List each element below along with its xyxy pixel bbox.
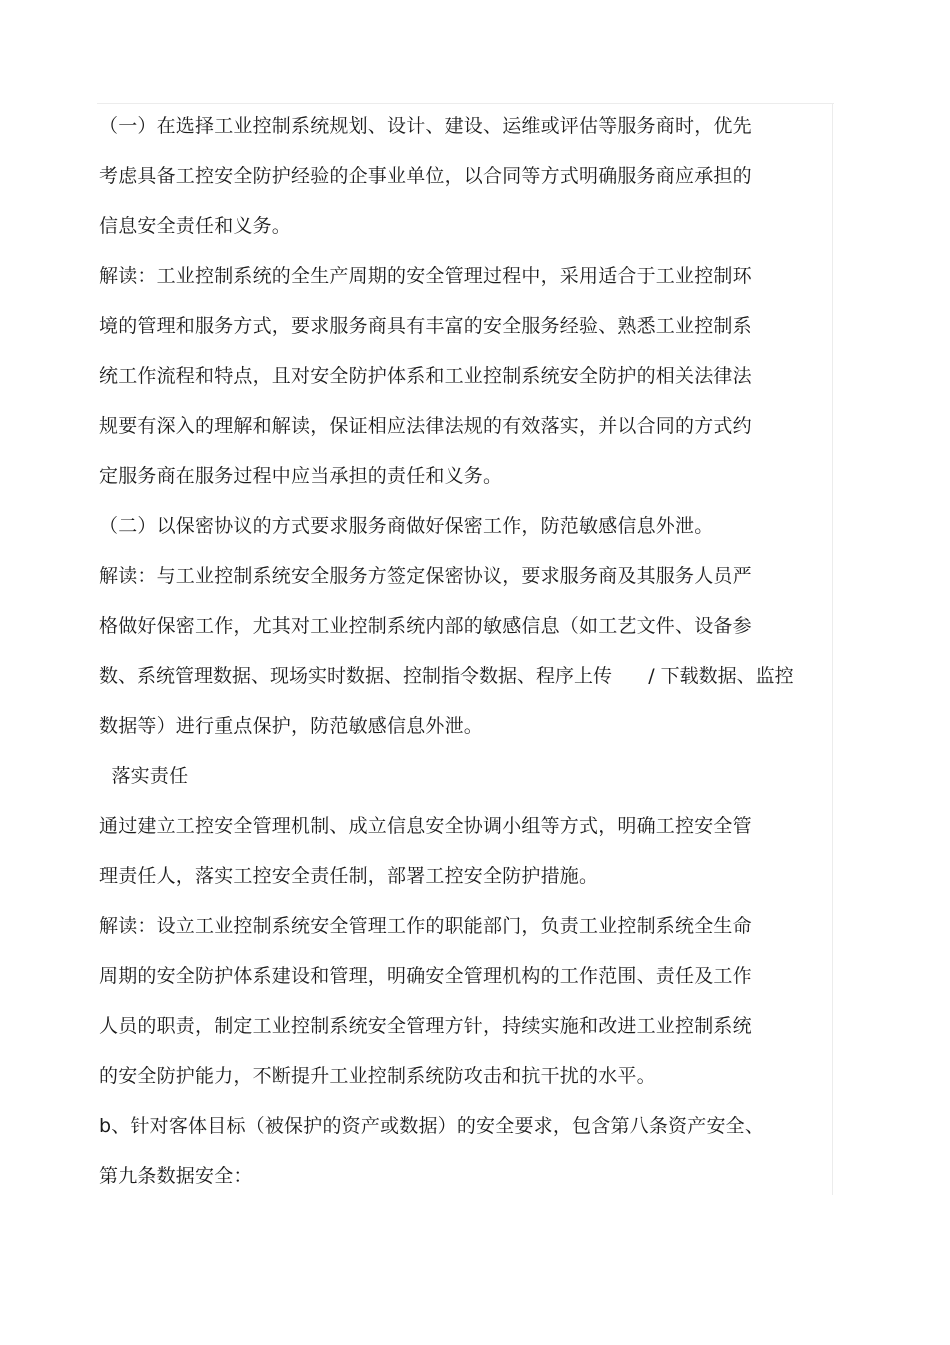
paragraph-line: 信息安全责任和义务。	[99, 215, 292, 237]
paragraph-line: 人员的职责，制定工业控制系统安全管理方针，持续实施和改进工业控制系统	[99, 1015, 752, 1037]
paragraph-line: 理责任人，落实工控安全责任制，部署工控安全防护措施。	[99, 865, 599, 887]
page-frame-right	[832, 103, 833, 1195]
paragraph-line: 第九条数据安全：	[99, 1165, 253, 1187]
paragraph-line: 解读：工业控制系统的全生产周期的安全管理过程中，采用适合于工业控制环	[99, 265, 752, 287]
paragraph-line: 周期的安全防护体系建设和管理，明确安全管理机构的工作范围、责任及工作	[99, 965, 752, 987]
paragraph-line: 境的管理和服务方式，要求服务商具有丰富的安全服务经验、熟悉工业控制系	[99, 315, 752, 337]
paragraph-line: 数据等）进行重点保护，防范敏感信息外泄。	[99, 715, 484, 737]
paragraph-line: 通过建立工控安全管理机制、成立信息安全协调小组等方式，明确工控安全管	[99, 815, 752, 837]
page-frame-top	[97, 103, 834, 104]
paragraph-line: 定服务商在服务过程中应当承担的责任和义务。	[99, 465, 503, 487]
paragraph-line: 解读：设立工业控制系统安全管理工作的职能部门，负责工业控制系统全生命	[99, 915, 752, 937]
paragraph-line: 的安全防护能力，不断提升工业控制系统防攻击和抗干扰的水平。	[99, 1065, 656, 1087]
section-heading: 落实责任	[99, 765, 189, 787]
paragraph-line: 数、系统管理数据、现场实时数据、控制指令数据、程序上传 / 下载数据、监控	[99, 665, 794, 687]
paragraph-line: 统工作流程和特点，且对安全防护体系和工业控制系统安全防护的相关法律法	[99, 365, 752, 387]
paragraph-line: 格做好保密工作，尤其对工业控制系统内部的敏感信息（如工艺文件、设备参	[99, 615, 752, 637]
paragraph-line: （二）以保密协议的方式要求服务商做好保密工作，防范敏感信息外泄。	[99, 515, 714, 537]
paragraph-line: 解读：与工业控制系统安全服务方签定保密协议，要求服务商及其服务人员严	[99, 565, 752, 587]
paragraph-line: 规要有深入的理解和解读，保证相应法律法规的有效落实，并以合同的方式约	[99, 415, 752, 437]
paragraph-line: b、针对客体目标（被保护的资产或数据）的安全要求，包含第八条资产安全、	[99, 1115, 765, 1137]
paragraph-line: 考虑具备工控安全防护经验的企事业单位，以合同等方式明确服务商应承担的	[99, 165, 752, 187]
paragraph-line: （一）在选择工业控制系统规划、设计、建设、运维或评估等服务商时，优先	[99, 115, 752, 137]
